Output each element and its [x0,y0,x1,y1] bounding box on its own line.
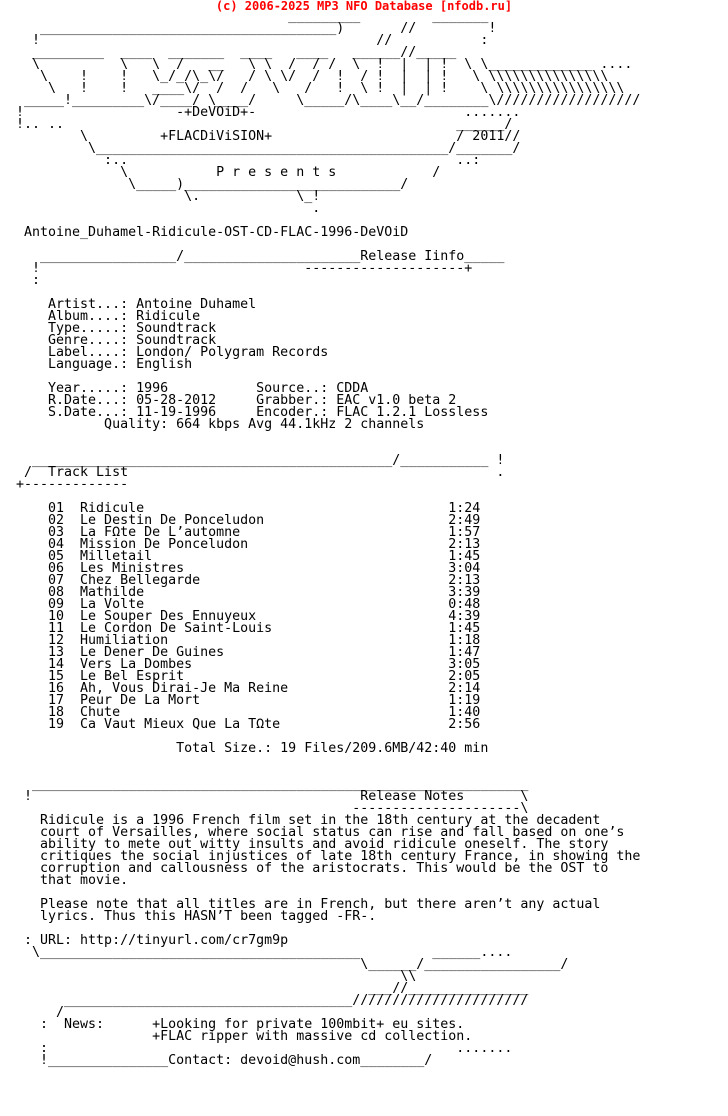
site-banner: (c) 2006-2025 MP3 NFO Database [nfodb.ru] [215,0,513,13]
nfo-ascii-text: _________ _______ _____________________________________) // ! ! // : _________ ____ _______ ____ ____ ______//_____ \ \ \ / __ \ \ / / / \ ! | | ! \ \_____________ .... \ ! ! \_/_/\_\/ / \ \/ / ! / ! | | ! \ \\\\\\\\\\\\\\\ \ ! ! ____\/ / / \ / ! \ ! | | ! \ \\\\\\\\\\\\\\\\ _____!_________\/____/ \____/ \_____/\____\__/________\////////////////// ! -+DeVOiD+- ....... !.. .. ______/ \ +FLACDiViSION+ / 2011// \____________________________________________/_______/ :.. ..: \ P r e s e n t s / \_____)___________________________/ \. \_! . Antoine_Duhamel-Ridicule-OST-CD-FLAC-1996-DeVOiD _________________/______________________Release Iinfo_____ ! --------------------+ : Artist...: Antoine Duhamel Album....: Ridicule Type.....: Soundtrack Genre....: Soundtrack Label....: London/ Polygram Records Language.: English Year.....: 1996 Source..: CDDA R.Date...: 05-28-2012 Grabber.: EAC v1.0 beta 2 S.Date...: 11-19-1996 Encoder.: FLAC 1.2.1 Lossless Quality: 664 kbps Avg 44.1kHz 2 channels _____________________________________________/___________ ! / Track List . +------------- 01 Ridicule 1:24 02 Le Destin De Ponceludon 2:49 03 La FΩte De L’automne 1:57 04 Mission De Ponceludon 2:13 05 Milletail 1:45 06 Les Ministres 3:04 07 Chez Bellegarde 2:13 08 Mathilde 3:39 09 La Volte 0:48 10 Le Souper Des Ennuyeux 4:39 11 Le Cordon De Saint-Louis 1:45 12 Humiliation 1:18 13 Le Dеner De Guines 1:47 14 Vers La Dombes 3:05 15 Le Bel Esprit 2:05 16 Ah, Vous Dirai-Je Ma Reine 2:14 17 Peur De La Mort 1:19 18 Chute 1:40 19 Ca Vaut Mieux Que La TΩte 2:56 Total Size.: 19 Files/209.6MB/42:40 min ______________________________________________________________ ! Release Notes \ ---------------------\ Ridicule is a 1996 French film set in the 18th century at the decadent court of Versailles, where social status can rise and fall based on one’s ability to mete out witty insults and avoid ridicule oneself. The story critiques the social injustices of late 18th century France, in showing the corruption and callousness of the aristocrats. This would be the OST to that movie. Please note that all titles are in French, but there aren’t any actual lyrics. Thus this HASN’T been tagged -FR-. : URL: http://tinyurl.com/cr7gm9p \________________________________________ ______.... \______/_________________/ \\ ___//_______________ ____________________________________////////////////////// / : News: +Looking for private 100mbit+ eu sites. +FLAC ripper with massive cd collection. : ....... !_______________Contact: devoid@hush.com________/ [16,9,641,1068]
